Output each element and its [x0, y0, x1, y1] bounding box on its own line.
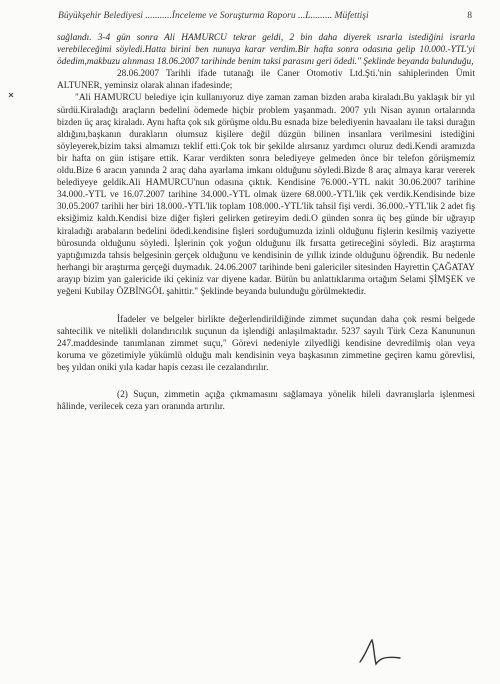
page-number: 8	[467, 10, 472, 21]
header-title: Büyükşehir Belediyesi ...........İnceleme ve Soruşturma Raporu ...L......... Müfettişi	[58, 10, 369, 21]
paragraph-statement-intro: 28.06.2007 Tarihli ifade tutanağı ile Caner Otomotiv Ltd.Şti.'nin sahiplerinden Ümit ALTUNER, yeminsiz olarak alınan ifadesinde;	[57, 69, 475, 92]
paragraph-law-clause: (2) Suçun, zimmetin açığa çıkmamasını sağlamaya yönelik hileli davranışlarla işlenmesi hâlinde, verilecek ceza yarı oranında artırılır.	[57, 389, 475, 412]
report-body	[57, 32, 475, 413]
paragraph-continuation: sağlandı. 3-4 gün sonra Ali HAMURCU tekrar geldi, 2 bin daha diyerek ısrarla istediğini israrla verebileceğimi söyledi.Hatta birini ben nunuya karar verdim.Bir hafta sonra odasına gelip 10.000.-YTL'yi ödedim,makbuzu alınması 18.06.2007 tarihinde benim taksi parasını geri ödedi." Şeklinde beyanda bulunduğu,	[57, 33, 475, 68]
paragraph-evaluation: İfadeler ve belgeler birlikte değerlendirildiğinde zimmet suçundan daha çok resmi belgede sahtecilik ve nitelikli dolandırıcılık suçunun da işlendiği anlaşılmaktadır. 5237 sayılı Türk Ceza Kanununun 247.maddesinde tanımlanan zimmet suçu," Görevi nedeniyle zilyedliği kendisine devredilmiş olan veya koruma ve gözetimiyle yükümlü olduğu malı kendisinin veya başkasının zimmetine geçiren kamu görevlisi, beş yıldan oniki yıla kadar hapis cezası ile cezalandırılır.	[57, 315, 475, 374]
margin-mark-icon	[8, 92, 14, 98]
signature-mark	[356, 636, 406, 670]
paragraph-witness-statement: "Ali HAMURCU belediye için kullanıyoruz diye zaman zaman bizden araba kiraladı.Bu yaklaşık bir yıl sürdü.Kiraladığı araçların bedelini ödemede hiçbir problem yaşanmadı. 2007 yılı Nisan ayının ortalarında bizden üç araç kiraladı. Aynı hafta çok sık görüşme oldu.Bu esnada bize belediyenin havaalanı ile taksi durağın aldığını,başkanın durakların olumsuz kişilere değil düzgün bilinen insanlara verilmesini istediğini söyleyerek,bizim taksi almamızı teklif etti.Çok tok bir şekilde alırsanız yardımcı oluruz dedi.Kendi aramızda bir hafta on gün istişare ettik. Karar verdikten sonra belediyeye gelmeden önce bir telefon görüşmemiz oldu.Bize 6 aracın yanında 2 araç daha ayarlama imkanı olduğunu söyledi.Bizde 8 araç almaya karar vererek belediyeye geldik.Ali HAMURCU'nun odasına çıktık. Kendisine 76.000.-YTL nakit 30.06.2007 tarihine 34.000.-YTL ve 16.07.2007 tarihine 34.000.-YTL olmak üzere 68.000.-YTL'lik çek verdik.Kendisinde bize 30.05.2007 tarihli her biri 18.000.-YTL'lik toplam 108.000.-YTL'lik tahsil fişi verdi. 36.000.-YTL'lik 2 adet fiş eksiğimiz kaldı.Kendisi bize diğer fişleri gelirken getireyim dedi.O günden sonra üç beş günde bir uğrayıp kiraladığı arabaların bedelini ödedi.kendisine fişleri sorduğumuzda izinli olduğunu fişlerin kesilmiş vaziyette bürosunda olduğunu söyledi. İşlerinin çok yoğun olduğunu ilk fırsatta getireceğini söyledi. Biz araştırma yaptığımızda tahsis belgesinin gerçek olduğunu ve kendisinin de yıllık izinde olduğunu öğrendik. Bu nedenle herhangi bir araştırma gerçeği duymadık. 24.06.2007 tarihinde beni galericiler sitesinden Hayrettin ÇAĞATAY arayıp bizim yan galericide iki çekiniz var diyene kadar. Bütün bu anlattıklarıma ortağım Selami ŞİMŞEK ve yeğeni Kubilay ÖZBİNGÖL şahittir." Şeklinde beyanda bulunduğu görülmektedir.	[57, 93, 475, 297]
page-header	[58, 10, 472, 21]
